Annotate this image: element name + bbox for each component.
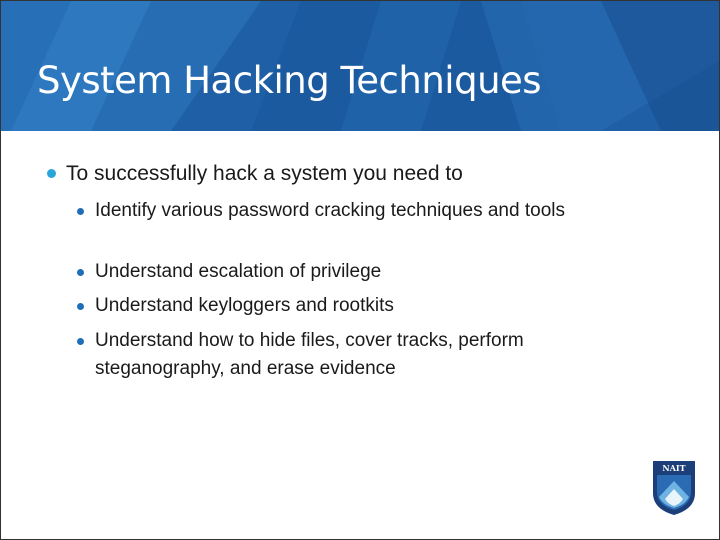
sub-bullet-icon: [77, 269, 84, 276]
bullet-icon: [47, 169, 56, 178]
sub-bullet-text: Understand keyloggers and rootkits: [95, 295, 394, 316]
sub-bullet-text: Understand how to hide files, cover tracks, perform steganography, and erase evidence: [95, 330, 524, 379]
sub-bullet-text: Identify various password cracking techniques and tools: [95, 200, 565, 221]
slide-title: System Hacking Techniques: [37, 59, 542, 102]
sub-bullet-text: Understand escalation of privilege: [95, 261, 382, 282]
logo-text: NAIT: [662, 463, 686, 473]
sub-bullet-icon: [77, 338, 84, 345]
sub-bullet-icon: [77, 303, 84, 310]
sub-bullet-icon: [77, 208, 84, 215]
main-bullet-text: To successfully hack a system you need to: [66, 162, 463, 185]
title-banner: [1, 1, 719, 131]
nait-logo-icon: [651, 459, 697, 517]
